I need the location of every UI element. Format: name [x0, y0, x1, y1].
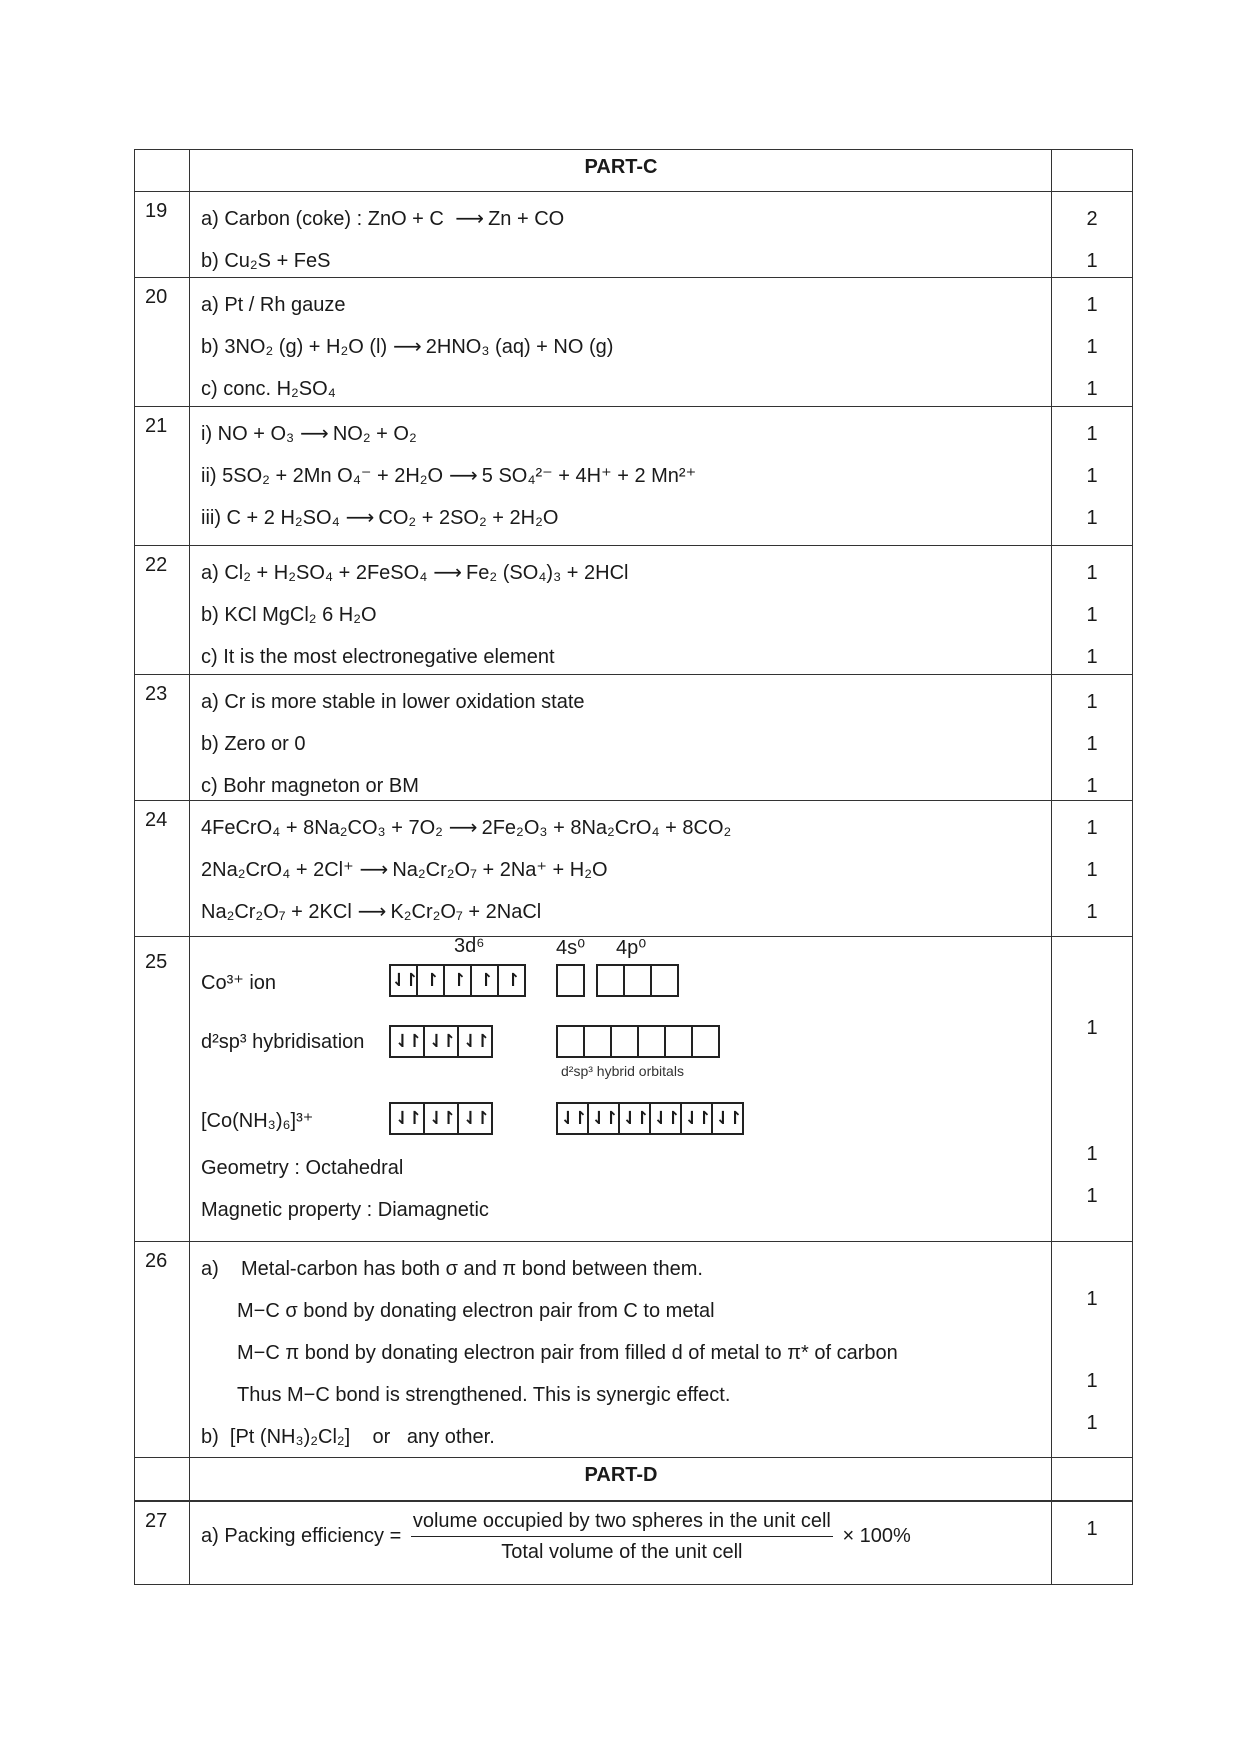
mark: 1	[1086, 507, 1098, 529]
reaction-arrow: ⟶	[357, 901, 385, 923]
marks-cell	[1052, 801, 1132, 936]
orbital-box: ⇃↾	[389, 1025, 425, 1058]
fraction-denominator: Total volume of the unit cell	[501, 1541, 743, 1563]
marks-cell	[1052, 407, 1132, 545]
answer-line: M−C π bond by donating electron pair from filled d of metal to π* of carbon	[237, 1342, 898, 1364]
marks-cell	[1052, 278, 1132, 406]
answer-line: c) Bohr magneton or BM	[201, 775, 419, 797]
orbital-box	[637, 1025, 666, 1058]
mark: 1	[1086, 691, 1098, 713]
orbital-box: ↾	[443, 964, 472, 997]
answer-line	[201, 455, 1041, 497]
answer-cell	[190, 1502, 1052, 1584]
co-ion-4p-boxes	[598, 964, 679, 997]
mark: 1	[1086, 294, 1098, 316]
orbital-box	[623, 964, 652, 997]
equation-lhs: a) Cl₂ + H₂SO₄ + 2FeSO₄	[201, 562, 428, 584]
equation-rhs: CO₂ + 2SO₂ + 2H₂O	[378, 507, 559, 529]
question-number: 19	[135, 192, 190, 277]
mark: 1	[1086, 817, 1098, 839]
co-ion-4s-box	[558, 964, 585, 997]
question-row-20	[134, 278, 1133, 407]
answer-cell	[190, 278, 1052, 406]
orbital-box: ↾	[497, 964, 526, 997]
answer-line	[201, 552, 1041, 594]
answer-line: b) KCl MgCl₂ 6 H₂O	[201, 604, 377, 626]
mark: 1	[1086, 1185, 1098, 1207]
marks-cell	[1052, 546, 1132, 674]
header-3d: 3d⁶	[454, 935, 485, 957]
answer-line: a) Metal-carbon has both σ and π bond between them.	[201, 1258, 703, 1280]
orbital-diagram	[201, 937, 1041, 1237]
mark: 1	[1086, 1017, 1098, 1039]
orbital-box: ⇃↾	[423, 1102, 459, 1135]
complex-3d-boxes	[391, 1102, 493, 1135]
mark: 1	[1086, 562, 1098, 584]
question-number: 26	[135, 1242, 190, 1457]
orbital-box: ⇃↾	[711, 1102, 744, 1135]
equation-lhs: iii) C + 2 H₂SO₄	[201, 507, 340, 529]
question-number: 20	[135, 278, 190, 406]
answer-cell	[190, 801, 1052, 936]
question-number: 27	[135, 1502, 190, 1584]
answer-table	[134, 149, 1133, 1585]
answer-cell	[190, 407, 1052, 545]
answer-cell	[190, 1242, 1052, 1457]
orbital-box	[650, 964, 679, 997]
header-4p: 4p⁰	[616, 937, 647, 959]
marks-cell	[1052, 675, 1132, 800]
answer-cell	[190, 675, 1052, 800]
answer-line	[201, 807, 1041, 849]
equation-rhs: NO₂ + O₂	[332, 423, 417, 445]
orbital-box: ⇃↾	[423, 1025, 459, 1058]
equation-lhs: ii) 5SO₂ + 2Mn O₄⁻ + 2H₂O	[201, 465, 444, 487]
mark: 1	[1086, 604, 1098, 626]
answer-line: Thus M−C bond is strengthened. This is synergic effect.	[237, 1384, 731, 1406]
mark: 1	[1086, 859, 1098, 881]
mark: 1	[1086, 646, 1098, 668]
answer-line: a) Pt / Rh gauze	[201, 294, 346, 316]
packing-fraction	[411, 1508, 833, 1565]
mark: 1	[1086, 775, 1098, 797]
answer-line: b) Cu₂S + FeS	[201, 250, 331, 272]
answer-line: c) It is the most electronegative element	[201, 646, 555, 668]
equation-rhs: Fe₂ (SO₄)₃ + 2HCl	[466, 562, 629, 584]
times-hundred-percent: × 100%	[842, 1524, 911, 1547]
reaction-arrow: ⟶	[433, 562, 461, 584]
orbital-box: ⇃↾	[649, 1102, 682, 1135]
orbital-box	[583, 1025, 612, 1058]
mark: 1	[1086, 423, 1098, 445]
part-d-num-cell	[135, 1458, 190, 1500]
question-row-24	[134, 801, 1133, 937]
hybrid-orbital-boxes	[558, 1025, 720, 1058]
header-4s: 4s⁰	[556, 937, 586, 959]
orbital-box	[610, 1025, 639, 1058]
reaction-arrow: ⟶	[345, 507, 373, 529]
equation-lhs: 2Na₂CrO₄ + 2Cl⁺	[201, 859, 354, 881]
mark: 1	[1086, 1288, 1098, 1310]
answer-line: b) [Pt (NH₃)₂Cl₂] or any other.	[201, 1426, 495, 1448]
magnetic-text: Magnetic property : Diamagnetic	[201, 1199, 489, 1221]
orbital-box	[596, 964, 625, 997]
orbital-box: ⇃↾	[556, 1102, 589, 1135]
marks-cell	[1052, 1502, 1132, 1584]
marks-cell	[1052, 192, 1132, 277]
orbital-box: ⇃↾	[389, 1102, 425, 1135]
question-row-25	[134, 937, 1133, 1242]
orbital-box: ⇃↾	[457, 1102, 493, 1135]
mark: 1	[1086, 733, 1098, 755]
hybridisation-3d-boxes	[391, 1025, 493, 1058]
answer-line	[201, 326, 1041, 368]
orbital-box	[691, 1025, 720, 1058]
mark: 1	[1086, 901, 1098, 923]
answer-line	[201, 198, 1041, 240]
orbital-box: ⇃↾	[389, 964, 418, 997]
orbital-box: ⇃↾	[618, 1102, 651, 1135]
reaction-arrow: ⟶	[393, 336, 420, 358]
orbital-box: ↾	[416, 964, 445, 997]
hybridisation-label: d²sp³ hybridisation	[201, 1031, 365, 1053]
packing-efficiency-label: a) Packing efficiency =	[201, 1524, 402, 1547]
equation-lhs: i) NO + O₃	[201, 423, 295, 445]
question-row-21	[134, 407, 1133, 546]
question-row-19	[134, 192, 1133, 278]
answer-line	[201, 497, 1041, 539]
part-c-header-row	[134, 149, 1133, 192]
mark: 1	[1086, 1143, 1098, 1165]
part-d-mark-cell	[1052, 1458, 1132, 1500]
answer-line: b) Zero or 0	[201, 733, 306, 755]
answer-line: a) Cr is more stable in lower oxidation state	[201, 691, 585, 713]
answer-cell	[190, 192, 1052, 277]
geometry-text: Geometry : Octahedral	[201, 1157, 404, 1179]
mark: 1	[1086, 336, 1098, 358]
mark: 1	[1086, 250, 1098, 272]
answer-line	[201, 413, 1041, 455]
orbital-box: ⇃↾	[587, 1102, 620, 1135]
answer-cell	[190, 546, 1052, 674]
equation-rhs: 2Fe₂O₃ + 8Na₂CrO₄ + 8CO₂	[481, 817, 732, 839]
equation-lhs: Na₂Cr₂O₇ + 2KCl	[201, 901, 352, 923]
co-ion-3d-boxes	[391, 964, 526, 997]
equation-rhs: 2HNO₃ (aq) + NO (g)	[425, 336, 614, 358]
equation-lhs: a) Carbon (coke) : ZnO + C	[201, 208, 450, 230]
question-row-26	[134, 1242, 1133, 1458]
orbital-box: ⇃↾	[457, 1025, 493, 1058]
mark: 1	[1086, 1518, 1098, 1540]
part-d-title: PART-D	[190, 1458, 1052, 1500]
part-d-header-row	[134, 1458, 1133, 1501]
question-number: 24	[135, 801, 190, 936]
part-c-title: PART-C	[190, 150, 1052, 191]
marks-cell	[1052, 937, 1132, 1241]
marks-cell	[1052, 1242, 1132, 1457]
answer-line	[201, 849, 1041, 891]
reaction-arrow: ⟶	[300, 423, 327, 445]
mark: 1	[1086, 1412, 1098, 1434]
question-number: 23	[135, 675, 190, 800]
answer-cell	[190, 937, 1052, 1241]
question-row-27	[134, 1501, 1133, 1585]
answer-line: c) conc. H₂SO₄	[201, 378, 336, 400]
co-ion-label: Co³⁺ ion	[201, 972, 277, 994]
reaction-arrow: ⟶	[359, 859, 387, 881]
equation-lhs: 4FeCrO₄ + 8Na₂CO₃ + 7O₂	[201, 817, 443, 839]
equation-rhs: K₂Cr₂O₇ + 2NaCl	[390, 901, 542, 923]
mark: 1	[1086, 378, 1098, 400]
question-row-23	[134, 675, 1133, 801]
hybrid-orbitals-note: d²sp³ hybrid orbitals	[561, 1063, 684, 1079]
complex-label: [Co(NH₃)₆]³⁺	[201, 1110, 314, 1132]
complex-hybrid-boxes	[558, 1102, 744, 1135]
reaction-arrow: ⟶	[449, 465, 476, 487]
orbital-box	[556, 1025, 585, 1058]
part-c-mark-cell	[1052, 150, 1132, 191]
equation-rhs: Na₂Cr₂O₇ + 2Na⁺ + H₂O	[392, 859, 608, 881]
mark: 2	[1086, 208, 1098, 230]
question-number: 21	[135, 407, 190, 545]
answer-line: M−C σ bond by donating electron pair from C to metal	[237, 1300, 715, 1322]
part-c-num-cell	[135, 150, 190, 191]
fraction-numerator: volume occupied by two spheres in the unit cell	[411, 1508, 833, 1537]
equation-lhs: b) 3NO₂ (g) + H₂O (l)	[201, 336, 388, 358]
orbital-box	[556, 964, 585, 997]
mark: 1	[1086, 1370, 1098, 1392]
orbital-box: ⇃↾	[680, 1102, 713, 1135]
equation-rhs: 5 SO₄²⁻ + 4H⁺ + 2 Mn²⁺	[481, 465, 697, 487]
question-number: 25	[135, 937, 190, 1241]
reaction-arrow: ⟶	[455, 208, 483, 230]
answer-line	[201, 891, 1041, 933]
question-row-22	[134, 546, 1133, 675]
reaction-arrow: ⟶	[448, 817, 476, 839]
equation-rhs: Zn + CO	[488, 208, 565, 230]
question-number: 22	[135, 546, 190, 674]
mark: 1	[1086, 465, 1098, 487]
orbital-box: ↾	[470, 964, 499, 997]
orbital-box	[664, 1025, 693, 1058]
